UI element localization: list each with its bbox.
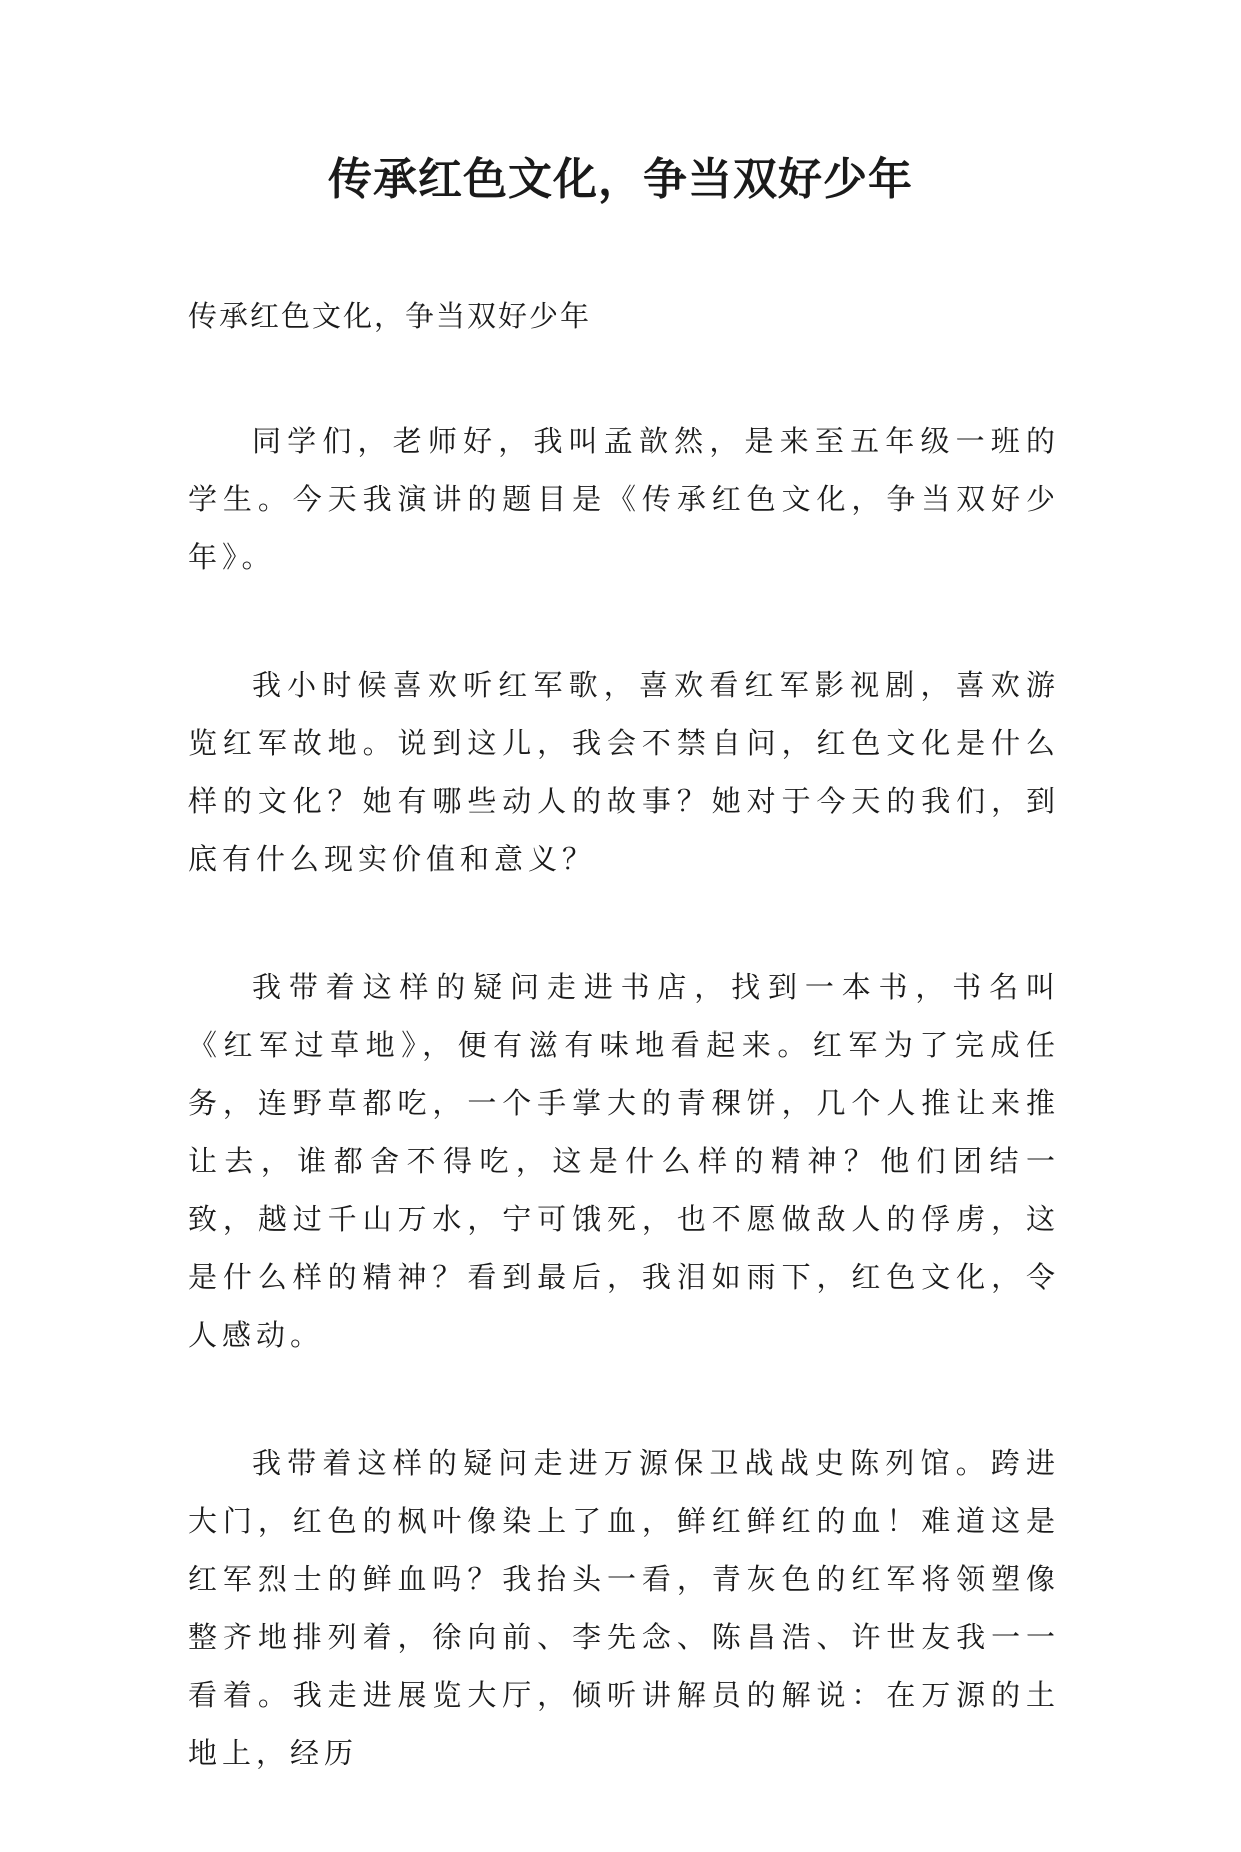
paragraph-2: 我小时候喜欢听红军歌，喜欢看红军影视剧，喜欢游览红军故地。说到这儿，我会不禁自问，红色文化是什么样的文化？她有哪些动人的故事？她对于今天的我们，到底有什么现实价值和意义？ [188,668,1060,876]
document-body [188,412,1060,1852]
document-subtitle: 传承红色文化，争当双好少年 [188,299,592,333]
document-title: 传承红色文化，争当双好少年 [328,154,913,205]
paragraph-3: 我带着这样的疑问走进书店，找到一本书，书名叫《红军过草地》，便有滋有味地看起来。红军为了完成任务，连野草都吃，一个手掌大的青稞饼，几个人推让来推让去，谁都舍不得吃，这是什么样的精神？他们团结一致，越过千山万水，宁可饿死，也不愿做敌人的俘虏，这是什么样的精神？看到最后，我泪如雨下，红色文化，令人感动。 [188,970,1060,1352]
paragraph-4: 我带着这样的疑问走进万源保卫战战史陈列馆。跨进大门，红色的枫叶像染上了血，鲜红鲜红的血！难道这是红军烈士的鲜血吗？我抬头一看，青灰色的红军将领塑像整齐地排列着，徐向前、李先念、陈昌浩、许世友我一一看着。我走进展览大厅，倾听讲解员的解说：在万源的土地上，经历 [188,1446,1060,1770]
paragraph-1: 同学们，老师好，我叫孟歆然，是来至五年级一班的学生。今天我演讲的题目是《传承红色文化，争当双好少年》。 [188,424,1060,574]
